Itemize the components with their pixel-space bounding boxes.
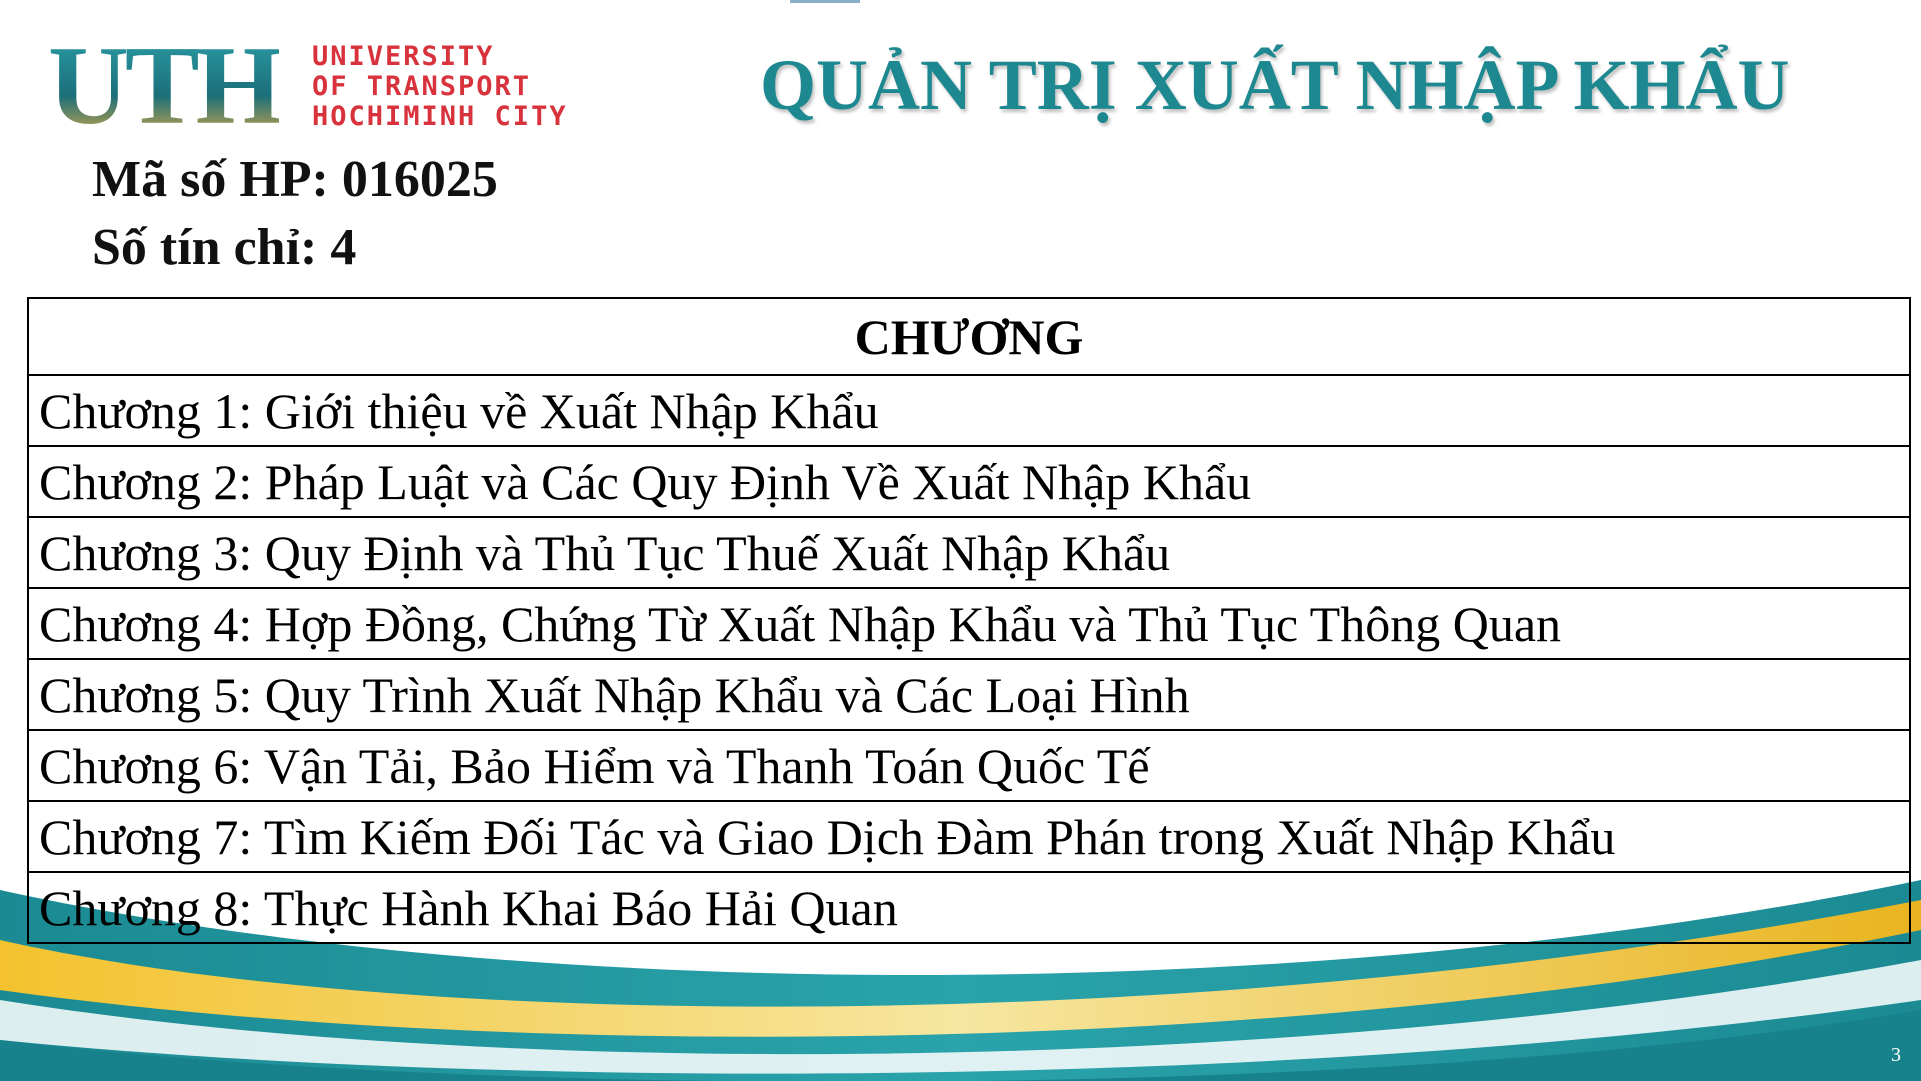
logo-line-1: UNIVERSITY xyxy=(312,41,495,72)
slide-title: QUẢN TRỊ XUẤT NHẬP KHẨU xyxy=(760,45,1790,125)
chapter-2: Chương 2: Pháp Luật và Các Quy Định Về Xuất Nhập Khẩu xyxy=(28,446,1910,517)
logo-letters: UTH xyxy=(48,24,279,148)
table-row xyxy=(28,375,1910,446)
logo-line-2: OF TRANSPORT xyxy=(312,71,532,102)
chapter-1: Chương 1: Giới thiệu về Xuất Nhập Khẩu xyxy=(28,375,1910,446)
table-row xyxy=(28,659,1910,730)
chapter-8: Chương 8: Thực Hành Khai Báo Hải Quan xyxy=(28,872,1910,943)
chapter-3: Chương 3: Quy Định và Thủ Tục Thuế Xuất Nhập Khẩu xyxy=(28,517,1910,588)
chapter-4: Chương 4: Hợp Đồng, Chứng Từ Xuất Nhập Khẩu và Thủ Tục Thông Quan xyxy=(28,588,1910,659)
table-row xyxy=(28,730,1910,801)
chapter-5: Chương 5: Quy Trình Xuất Nhập Khẩu và Các Loại Hình xyxy=(28,659,1910,730)
table-header: CHƯƠNG xyxy=(28,298,1910,375)
chapter-table xyxy=(27,297,1911,944)
chapter-6: Chương 6: Vận Tải, Bảo Hiểm và Thanh Toán Quốc Tế xyxy=(28,730,1910,801)
uth-logo xyxy=(48,24,638,148)
table-row xyxy=(28,446,1910,517)
page-number: 3 xyxy=(1891,1044,1901,1066)
logo-line-3: HOCHIMINH CITY xyxy=(312,101,568,132)
table-header-row xyxy=(28,298,1910,375)
course-code: Mã số HP: 016025 xyxy=(92,151,498,208)
chapter-7: Chương 7: Tìm Kiếm Đối Tác và Giao Dịch Đàm Phán trong Xuất Nhập Khẩu xyxy=(28,801,1910,872)
course-credits: Số tín chỉ: 4 xyxy=(92,219,357,276)
top-accent-line xyxy=(790,0,860,3)
logo-text xyxy=(312,42,568,132)
table-row xyxy=(28,801,1910,872)
table-row xyxy=(28,517,1910,588)
table-row xyxy=(28,588,1910,659)
table-row xyxy=(28,872,1910,943)
